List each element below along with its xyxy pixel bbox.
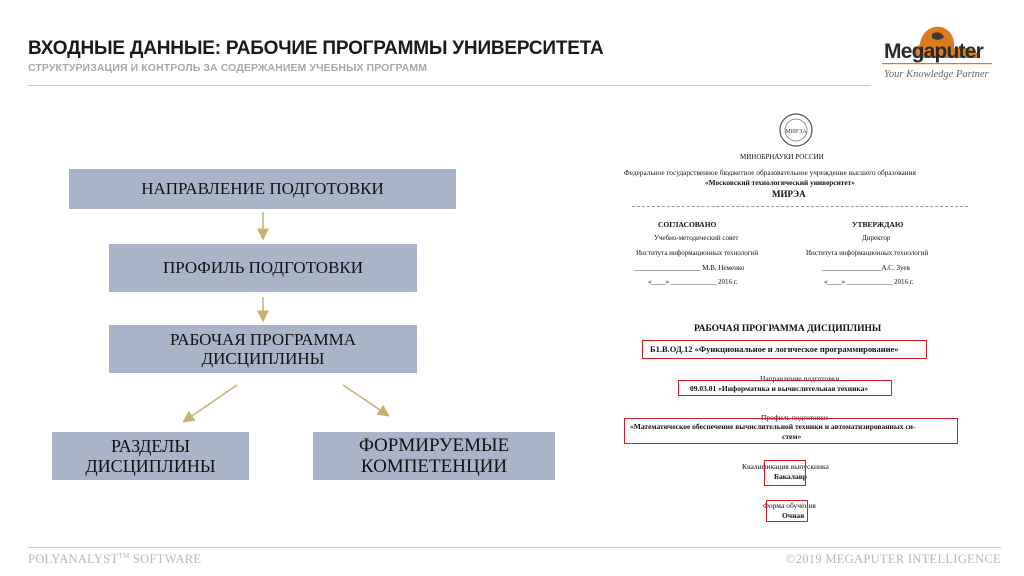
highlight-discipline [642, 340, 927, 359]
box-training-direction: НАПРАВЛЕНИЕ ПОДГОТОВКИ [69, 169, 456, 209]
doc-left-sign: ___________________ М.В. Неменко [634, 264, 745, 272]
doc-left-date: «____» _____________ 2016 г. [648, 278, 738, 286]
doc-program-title: РАБОЧАЯ ПРОГРАММА ДИСЦИПЛИНЫ [694, 324, 882, 334]
doc-right-date: «____» _____________ 2016 г. [824, 278, 914, 286]
doc-left-line2: Института информационных технологий [636, 249, 759, 257]
box-discipline-sections: РАЗДЕЛЫ ДИСЦИПЛИНЫ [52, 432, 249, 480]
doc-left-title: СОГЛАСОВАНО [658, 220, 717, 229]
box-competencies: ФОРМИРУЕМЫЕ КОМПЕТЕНЦИИ [313, 432, 555, 480]
university-seal-icon [778, 112, 814, 148]
footer-copyright: ©2019 MEGAPUTER INTELLIGENCE [785, 552, 1001, 566]
doc-profile-value-1: «Математическое обеспечение вычислительной техники и автоматизированных си- [630, 422, 916, 431]
slide-subtitle: СТРУКТУРИЗАЦИЯ И КОНТРОЛЬ ЗА СОДЕРЖАНИЕМ УЧЕБНЫХ ПРОГРАММ [28, 62, 428, 74]
megaputer-logo [872, 22, 1007, 87]
doc-ministry: МИНОБРНАУКИ РОССИИ [740, 153, 824, 161]
doc-qualification-label: Квалификация выпускника [742, 462, 829, 471]
footer-brand [28, 552, 201, 567]
doc-left-line1: Учебно-методический совет [654, 234, 739, 242]
seal-text: МИРЭА [785, 129, 807, 135]
footer-brand-suffix: SOFTWARE [129, 552, 202, 567]
arrow-program-to-sections [186, 385, 237, 420]
doc-study-form-label: Форма обучения [763, 501, 816, 510]
highlight-profile [624, 418, 958, 444]
doc-discipline: Б1.В.ОД.12 «Функциональное и логическое программирование» [650, 344, 899, 354]
footer-divider [28, 547, 1001, 548]
doc-top-rule [632, 206, 968, 207]
box-work-program: РАБОЧАЯ ПРОГРАММА ДИСЦИПЛИНЫ [109, 325, 417, 373]
doc-direction-value: 09.03.01 «Информатика и вычислительная техника» [690, 384, 869, 393]
doc-institution-line2: «Московский технологический университет» [705, 178, 855, 187]
arrow-program-to-competencies [343, 385, 386, 414]
doc-profile-label: Профиль подготовки [761, 413, 828, 422]
doc-institution-line1: Федеральное государственное бюджетное образовательное учреждение высшего образования [624, 168, 916, 177]
doc-qualification-value: Бакалавр [774, 472, 807, 481]
box-training-profile: ПРОФИЛЬ ПОДГОТОВКИ [109, 244, 417, 292]
doc-study-form-value: Очная [782, 511, 805, 520]
doc-profile-value-2: стем» [782, 432, 802, 441]
logo-wordmark: Megaputer [884, 40, 983, 63]
doc-direction-label: Направление подготовки [760, 374, 840, 383]
highlight-direction [678, 380, 892, 396]
doc-short-name: МИРЭА [772, 189, 806, 199]
footer-tm: TM [118, 552, 130, 560]
highlight-qualification [764, 460, 806, 486]
doc-right-line2: Института информационных технологий [806, 249, 929, 257]
doc-right-sign: _________________А.С. Зуев [822, 264, 910, 272]
doc-right-line1: Директор [862, 234, 891, 242]
doc-right-title: УТВЕРЖДАЮ [852, 220, 904, 229]
highlight-study-form [766, 500, 808, 522]
slide-title: ВХОДНЫЕ ДАННЫЕ: РАБОЧИЕ ПРОГРАММЫ УНИВЕРСИТЕТА [28, 38, 604, 59]
footer-brand-name: POLYANALYST [28, 552, 119, 567]
logo-tagline: Your Knowledge Partner [884, 69, 989, 80]
document-preview [600, 100, 1000, 540]
header-divider [28, 85, 871, 86]
